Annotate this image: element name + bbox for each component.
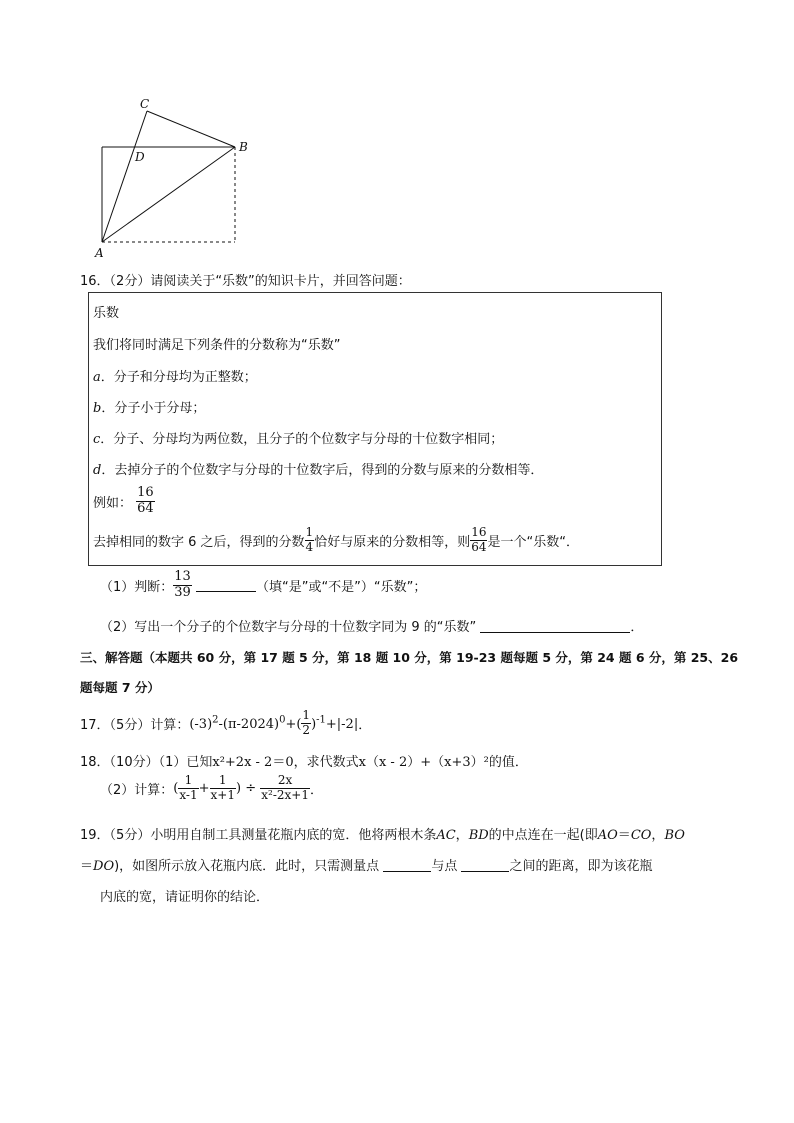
q19-line2 [80, 855, 653, 874]
section3-header-line1: 三、解答题（本题共 60 分，第 17 题 5 分，第 18 题 10 分，第 19-23 题每题 5 分，第 24 题 6 分，第 25、26 [80, 650, 739, 665]
q19-blank-point1[interactable] [383, 858, 431, 872]
card-cond-d [93, 459, 543, 478]
q18-expression: x（x - 2）+（x+3）² [358, 755, 489, 770]
cond-a-letter: a [93, 370, 101, 385]
part1-suffix: （填“是”或“不是”）“乐数”； [255, 579, 427, 595]
card-cond-c [93, 428, 503, 447]
example-numerator: 16 [137, 485, 154, 500]
q18-frac2-num: 1 [210, 774, 236, 789]
q17-term5: +|-2| [325, 716, 359, 732]
cond-a-text: ．分子和分母均为正整数； [100, 370, 257, 385]
q17 [80, 709, 371, 738]
card-intro: 我们将同时满足下列条件的分数称为“乐数” [93, 338, 341, 353]
part1-numerator: 13 [174, 569, 191, 584]
q17-term4: ) [311, 716, 317, 732]
section3-header-line2: 题每题 7 分） [80, 680, 160, 695]
label-d: D [135, 150, 145, 164]
example-denominator: 64 [137, 500, 154, 516]
explain-part2: 恰好与原来的分数相等，则 [314, 534, 471, 550]
q19-sep: ， [455, 828, 469, 843]
q19-line1-c: ＝ [617, 828, 631, 843]
q16-part2 [100, 616, 643, 635]
example-fraction [136, 486, 155, 517]
segment-ac [102, 111, 147, 242]
explain-fraction-16-64 [470, 526, 487, 555]
q18-frac3 [260, 774, 310, 803]
q18-frac3-den: x²-2x+1 [261, 787, 309, 802]
q17-half-fraction [301, 709, 311, 738]
q19-line1-b: 的中点连在一起(即 [488, 828, 598, 843]
q18-frac2 [210, 774, 236, 803]
cond-b-letter: b [93, 401, 102, 416]
q19-line2-d: 之间的距离，即为该花瓶 [509, 859, 653, 874]
cond-b-text: ．分子小于分母； [101, 401, 206, 416]
q19-line2-c: 与点 [431, 859, 458, 874]
q17-end: ． [358, 717, 372, 733]
q18-line2-prefix: （2）计算： [100, 782, 174, 798]
card-example [93, 486, 155, 517]
part1-fraction [173, 570, 192, 601]
q19-ao: AO [597, 828, 618, 843]
q19-line2-b: )，如图所示放入花瓶内底．此时，只需测量点 [114, 859, 380, 874]
q18-equation: x²+2x - 2＝0 [212, 755, 294, 770]
q18-frac3-num: 2x [260, 774, 310, 789]
q19-line1 [80, 824, 685, 843]
explain-frac2-num: 16 [471, 525, 487, 539]
q19-bd: BD [468, 828, 489, 843]
segment-cb [147, 111, 235, 147]
card-explain [93, 526, 579, 555]
q18-line1-prefix: 18．（10分）（1）已知 [80, 755, 213, 770]
q19-ac: AC [436, 828, 456, 843]
q19-line3: 内底的宽，请证明你的结论． [100, 890, 270, 905]
q18-line2: （2）计算：( $\frac{1}{x-1}$ + $\frac{1}{x+1}$ ) ÷ $\frac{2x}{\text{x²-2x+1}}$ ． [100, 773, 323, 802]
q18-end: ． [309, 782, 323, 798]
part1-prefix: （1）判断： [100, 579, 174, 595]
q17-term1-exp: 2 [212, 714, 219, 726]
cond-d-text: ．去掉分子的个位数字与分母的十位数字后，得到的分数与原来的分数相等． [101, 463, 544, 478]
label-a: A [95, 246, 104, 260]
explain-frac2-den: 64 [471, 539, 487, 554]
q19-line1-d: ， [651, 828, 665, 843]
cond-c-text: ．分子、分母均为两位数，且分子的个位数字与分母的十位数字相同； [100, 432, 504, 447]
q19-bo: BO [664, 828, 685, 843]
explain-part1: 去掉相同的数字 6 之后，得到的分数 [93, 534, 305, 550]
q18-line1-end: 的值． [488, 755, 528, 770]
q18-frac2-den: x+1 [210, 787, 235, 802]
part1-denominator: 39 [174, 584, 191, 600]
q17-prefix: 17．（5分）计算： [80, 717, 190, 733]
q19-line1-a: 19．（5分）小明用自制工具测量花瓶内底的宽．他将两根木条 [80, 828, 437, 843]
card-cond-b [93, 397, 205, 416]
q17-term3: +( [285, 716, 302, 732]
q18-frac1-num: 1 [178, 774, 198, 789]
part2-text: （2）写出一个分子的个位数字与分母的十位数字同为 9 的“乐数” [100, 620, 477, 635]
explain-part3: 是一个“乐数“． [487, 534, 579, 550]
q18-divide: ÷ [245, 780, 257, 796]
explain-fraction-quarter [305, 526, 315, 555]
q16-stem: 16．（2分）请阅读关于“乐数”的知识卡片，并回答问题： [80, 274, 411, 289]
q17-term2: -(π-2024) [218, 716, 280, 732]
label-b: B [239, 140, 248, 154]
cond-c-letter: c [93, 432, 101, 447]
q18-frac1 [178, 774, 198, 803]
part1-answer-blank[interactable] [196, 578, 256, 592]
q19-line2-a: ＝ [80, 859, 94, 874]
q16-part1 [100, 570, 426, 601]
q17-half-den: 2 [302, 722, 311, 737]
cond-d-letter: d [93, 463, 102, 478]
example-label: 例如： [93, 495, 133, 511]
card-title: 乐数 [93, 306, 120, 321]
q17-half-num: 1 [302, 708, 311, 722]
geometry-figure [90, 92, 260, 262]
part2-end: ． [630, 620, 644, 635]
explain-frac-num: 1 [305, 525, 314, 539]
q18-frac1-den: x-1 [179, 787, 198, 802]
segment-ab [102, 147, 235, 242]
explain-frac-den: 4 [305, 539, 314, 554]
q19-blank-point2[interactable] [461, 858, 509, 872]
q17-term1: (-3) [189, 716, 213, 732]
q17-term4-exp: -1 [316, 714, 326, 726]
q18-line1 [80, 751, 528, 770]
q18-line1-mid: ，求代数式 [293, 755, 359, 770]
q17-term2-exp: 0 [279, 714, 286, 726]
part2-answer-blank[interactable] [480, 619, 630, 633]
q19-do: DO [93, 859, 115, 874]
label-c: C [140, 97, 150, 111]
q19-co: CO [630, 828, 652, 843]
card-cond-a [93, 366, 257, 385]
